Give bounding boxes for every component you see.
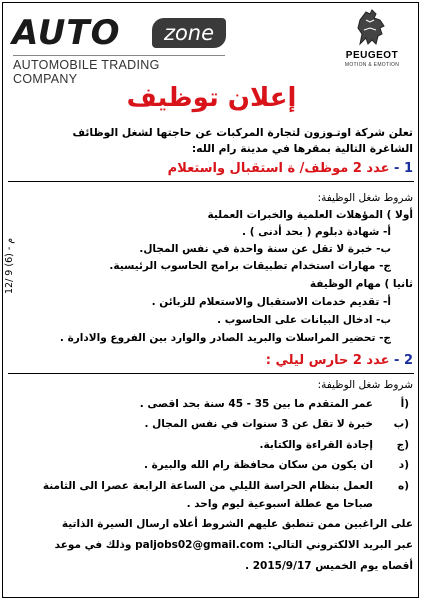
company-tagline: AUTOMOBILE TRADING COMPANY	[13, 55, 225, 86]
section-2-title: عدد 2 حارس ليلي :	[265, 353, 390, 368]
duty-item: ج- تحضير المراسلات والبريد الصادر والوارد بين الفروع والادارة .	[59, 332, 391, 344]
condition-continuation: صباحا مع عطلة اسبوعية ليوم واحد .	[186, 498, 373, 510]
condition-marker: ه)	[397, 480, 409, 492]
section-1-conditions-heading: شروط شغل الوظيفة:	[317, 192, 413, 204]
condition-marker: ج)	[396, 439, 409, 451]
section-1-underline	[8, 181, 414, 182]
peugeot-motto: MOTION & EMOTION	[344, 62, 400, 68]
section-1-number: 1 -	[394, 161, 413, 176]
condition-marker: د)	[398, 459, 409, 471]
condition-item: إجادة القراءة والكتابة.	[259, 439, 373, 451]
intro-line-1: تعلن شركة اوتـوزون لتجارة المركبات عن حاجتها لشغل الوظائف	[72, 126, 413, 139]
closing-line-2: عبر البريد الالكتروني التالي: paljobs02@gmail.com وذلك في موعد	[54, 539, 413, 551]
condition-item: ان يكون من سكان محافظة رام الله والبيرة .	[143, 459, 373, 471]
qualification-item: ب- خبرة لا تقل عن سنة واحدة في نفس المجال.	[139, 243, 391, 255]
autozone-logo-auto: AUTO	[12, 13, 121, 53]
publication-date-margin: 12/ 9 (6) - م	[4, 237, 15, 294]
peugeot-lion-icon	[350, 6, 392, 48]
ad-title: إعلان توظيف	[126, 83, 297, 113]
qualification-item: ج- مهارات استخدام تطبيقات برامج الحاسوب الرئيسية.	[109, 260, 391, 272]
peugeot-name: PEUGEOT	[345, 50, 399, 61]
section-2-heading	[266, 352, 413, 370]
closing-line-1: على الراغبين ممن تنطبق عليهم الشروط أعلاه ارسال السيرة الذاتية	[61, 518, 413, 530]
section-2-conditions-heading: شروط شغل الوظيفة:	[317, 379, 413, 391]
section-1-heading	[168, 160, 413, 178]
condition-item: خبرة لا تقل عن 3 سنوات في نفس المجال .	[144, 418, 373, 430]
condition-item: العمل بنظام الحراسة الليلي من الساعة الرابعة عصرا الى الثامنة	[42, 480, 373, 492]
section-1-first-heading: أولا ) المؤهلات العلمية والخبرات العملية	[207, 209, 413, 221]
condition-item: عمر المتقدم ما بين 35 - 45 سنة بحد اقصى .	[139, 398, 373, 410]
autozone-logo-zone: zone	[152, 18, 226, 48]
section-2-number: 2 -	[394, 353, 413, 368]
qualification-item: أ- شهادة دبلوم ( بحد أدنى ) .	[242, 226, 391, 238]
condition-marker: ب)	[393, 418, 409, 430]
section-1-second-heading: ثانيا ) مهام الوظيفة	[309, 278, 413, 290]
section-1-title: عدد 2 موظف/ ة استقبال واستعلام	[167, 161, 390, 176]
closing-line-3: أقصاه يوم الخميس 2015/9/17 .	[245, 560, 413, 572]
intro-line-2: الشاغرة التالية بمقرها في مدينة رام الله:	[191, 142, 413, 155]
duty-item: ب- ادخال البيانات على الحاسوب .	[217, 314, 391, 326]
duty-item: أ- تقديم خدمات الاستقبال والاستعلام للزبائن .	[151, 296, 391, 308]
condition-marker: أ)	[400, 398, 409, 410]
section-2-underline	[8, 373, 414, 374]
